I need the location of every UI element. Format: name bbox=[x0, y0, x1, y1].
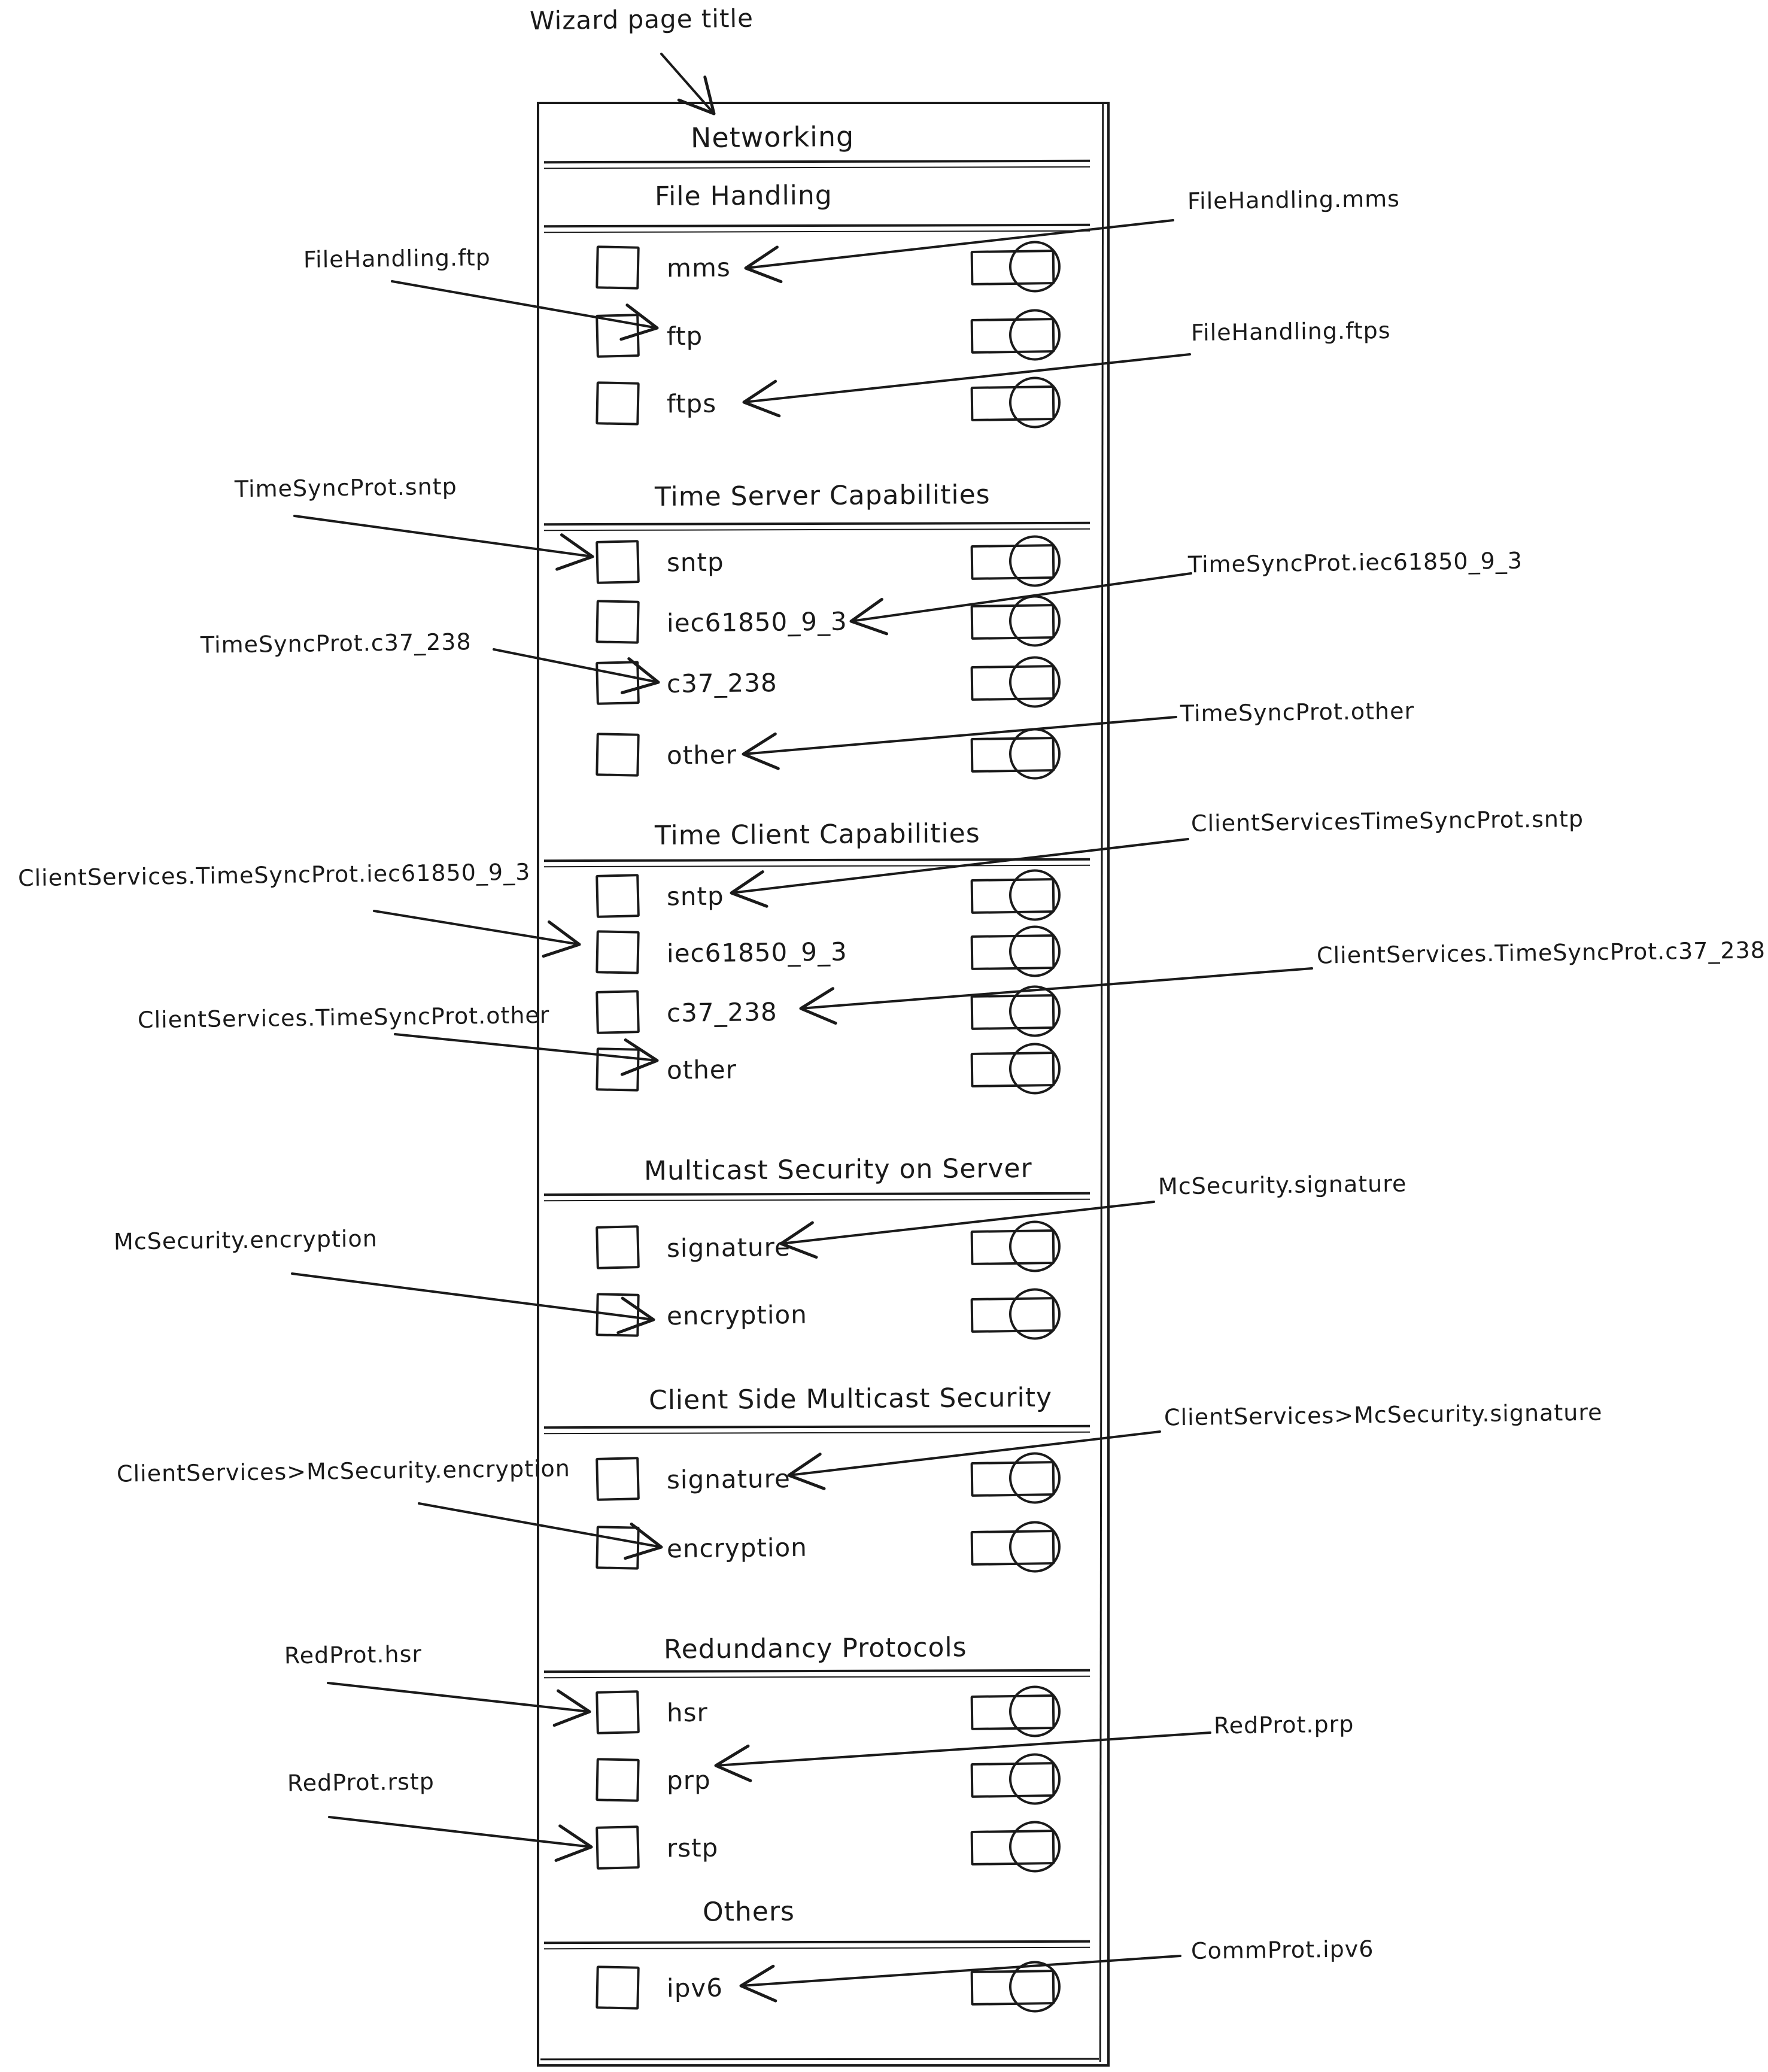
row-label-ftps: ftps bbox=[666, 388, 717, 418]
section-title-time-client: Time Client Capabilities bbox=[654, 818, 980, 851]
annotation-clientservices-other: ClientServices.TimeSyncProt.other bbox=[137, 1001, 550, 1034]
toggle-ms-signature[interactable] bbox=[971, 1229, 1055, 1265]
toggle-knob-icon bbox=[1008, 1961, 1061, 2013]
section-title-redundancy: Redundancy Protocols bbox=[663, 1632, 967, 1665]
toggle-ts-c37[interactable] bbox=[971, 665, 1055, 701]
annotation-cs-mcsecurity-encryption: ClientServices>McSecurity.encryption bbox=[116, 1455, 571, 1487]
toggle-knob-icon bbox=[1008, 1753, 1061, 1805]
annotation-mcsecurity-signature: McSecurity.signature bbox=[1158, 1170, 1407, 1200]
row-label-ms-signature: signature bbox=[666, 1232, 791, 1263]
annotation-timesyncprot-c37: TimeSyncProt.c37_238 bbox=[200, 628, 472, 658]
row-hsr bbox=[596, 1684, 1083, 1741]
section-title-client-multicast: Client Side Multicast Security bbox=[648, 1382, 1053, 1416]
row-cs-signature bbox=[596, 1450, 1083, 1508]
annotation-clientservices-c37: ClientServices.TimeSyncProt.c37_238 bbox=[1316, 937, 1766, 969]
annotation-commprot-ipv6: CommProt.ipv6 bbox=[1190, 1936, 1374, 1964]
row-label-prp: prp bbox=[666, 1765, 711, 1795]
row-label-ftp: ftp bbox=[666, 321, 703, 351]
checkbox-ftps[interactable] bbox=[596, 381, 639, 425]
row-label-cs-encryption: encryption bbox=[666, 1532, 808, 1563]
row-label-ipv6: ipv6 bbox=[666, 1973, 724, 2003]
divider-client-multicast bbox=[544, 1425, 1090, 1434]
row-label-tc-other: other bbox=[666, 1054, 737, 1085]
toggle-knob-icon bbox=[1008, 1821, 1061, 1873]
checkbox-tc-other[interactable] bbox=[596, 1047, 639, 1091]
row-label-ts-iec61850: iec61850_9_3 bbox=[666, 606, 847, 638]
divider-redundancy bbox=[544, 1669, 1090, 1678]
row-tc-sntp bbox=[596, 867, 1083, 925]
toggle-tc-other[interactable] bbox=[971, 1052, 1055, 1087]
checkbox-cs-encryption[interactable] bbox=[596, 1526, 639, 1569]
toggle-knob-icon bbox=[1008, 1288, 1061, 1340]
row-ts-sntp bbox=[596, 533, 1083, 591]
divider-time-server bbox=[544, 522, 1090, 531]
checkbox-hsr[interactable] bbox=[596, 1690, 640, 1734]
toggle-tc-sntp[interactable] bbox=[971, 878, 1055, 914]
toggle-ts-iec61850[interactable] bbox=[971, 604, 1055, 640]
row-label-tc-c37: c37_238 bbox=[666, 996, 777, 1028]
row-rstp bbox=[596, 1819, 1083, 1876]
toggle-rstp[interactable] bbox=[971, 1830, 1055, 1866]
row-ts-iec61850 bbox=[596, 593, 1083, 651]
row-label-ts-c37: c37_238 bbox=[666, 667, 777, 698]
row-ts-c37 bbox=[596, 654, 1083, 712]
checkbox-tc-sntp[interactable] bbox=[596, 874, 640, 918]
checkbox-ts-iec61850[interactable] bbox=[596, 600, 639, 643]
row-ms-encryption bbox=[596, 1286, 1083, 1344]
row-label-tc-sntp: sntp bbox=[666, 881, 724, 911]
toggle-ms-encryption[interactable] bbox=[971, 1297, 1055, 1333]
annotation-redprot-hsr: RedProt.hsr bbox=[284, 1640, 423, 1669]
checkbox-ftp[interactable] bbox=[596, 314, 640, 358]
toggle-knob-icon bbox=[1008, 241, 1061, 293]
section-title-multicast-server: Multicast Security on Server bbox=[643, 1153, 1032, 1187]
toggle-knob-icon bbox=[1008, 595, 1061, 647]
toggle-ftp[interactable] bbox=[971, 318, 1055, 354]
row-mms bbox=[596, 239, 1083, 296]
annotation-wizard-page-title: Wizard page title bbox=[529, 3, 754, 36]
checkbox-mms[interactable] bbox=[596, 245, 639, 289]
checkbox-tc-c37[interactable] bbox=[596, 990, 640, 1034]
annotation-mcsecurity-encryption: McSecurity.encryption bbox=[113, 1225, 378, 1255]
divider-file-handling bbox=[544, 224, 1090, 233]
divider-time-client bbox=[544, 858, 1090, 867]
row-tc-c37 bbox=[596, 983, 1083, 1041]
wizard-page-title: Networking bbox=[690, 120, 855, 154]
toggle-knob-icon bbox=[1008, 376, 1061, 429]
row-tc-other bbox=[596, 1041, 1083, 1098]
row-ms-signature bbox=[596, 1219, 1083, 1276]
checkbox-prp[interactable] bbox=[596, 1758, 639, 1801]
row-label-ms-encryption: encryption bbox=[666, 1299, 808, 1330]
row-label-hsr: hsr bbox=[666, 1697, 709, 1727]
toggle-knob-icon bbox=[1008, 1043, 1061, 1095]
toggle-knob-icon bbox=[1008, 309, 1061, 361]
annotation-clientservices-sntp: ClientServicesTimeSyncProt.sntp bbox=[1190, 805, 1584, 837]
row-label-tc-iec61850: iec61850_9_3 bbox=[666, 936, 847, 968]
wizard-panel bbox=[537, 102, 1110, 2067]
checkbox-ipv6[interactable] bbox=[596, 1965, 639, 2009]
toggle-cs-encryption[interactable] bbox=[971, 1530, 1055, 1566]
toggle-knob-icon bbox=[1008, 925, 1061, 977]
divider-networking bbox=[544, 160, 1090, 169]
annotation-timesyncprot-other: TimeSyncProt.other bbox=[1180, 697, 1415, 727]
row-label-ts-sntp: sntp bbox=[666, 547, 724, 577]
checkbox-tc-iec61850[interactable] bbox=[596, 930, 639, 974]
toggle-knob-icon bbox=[1008, 656, 1061, 708]
row-cs-encryption bbox=[596, 1519, 1083, 1576]
row-ftps bbox=[596, 375, 1083, 432]
row-tc-iec61850 bbox=[596, 923, 1083, 981]
divider-others bbox=[544, 1940, 1090, 1949]
checkbox-ms-encryption[interactable] bbox=[596, 1293, 639, 1336]
annotation-redprot-rstp: RedProt.rstp bbox=[287, 1768, 435, 1797]
checkbox-ts-sntp[interactable] bbox=[596, 540, 640, 584]
toggle-knob-icon bbox=[1008, 1452, 1061, 1504]
annotation-filehandling-mms: FileHandling.mms bbox=[1187, 185, 1401, 215]
checkbox-rstp[interactable] bbox=[596, 1825, 640, 1870]
toggle-knob-icon bbox=[1008, 1220, 1061, 1272]
row-prp bbox=[596, 1751, 1083, 1809]
checkbox-cs-signature[interactable] bbox=[596, 1457, 640, 1501]
toggle-knob-icon bbox=[1008, 985, 1061, 1037]
checkbox-ts-c37[interactable] bbox=[596, 661, 640, 705]
toggle-ipv6[interactable] bbox=[971, 1970, 1055, 2006]
toggle-cs-signature[interactable] bbox=[971, 1461, 1055, 1497]
row-ipv6 bbox=[596, 1959, 1083, 2016]
toggle-tc-iec61850[interactable] bbox=[971, 934, 1055, 970]
toggle-ts-other[interactable] bbox=[971, 737, 1055, 773]
row-ts-other bbox=[596, 726, 1083, 783]
annotation-redprot-prp: RedProt.prp bbox=[1213, 1711, 1354, 1739]
section-title-others: Others bbox=[702, 1896, 795, 1928]
toggle-knob-icon bbox=[1008, 869, 1061, 921]
row-ftp bbox=[596, 307, 1083, 364]
divider-multicast-server bbox=[544, 1192, 1090, 1201]
toggle-knob-icon bbox=[1008, 1521, 1061, 1573]
row-label-cs-signature: signature bbox=[666, 1463, 791, 1494]
toggle-knob-icon bbox=[1008, 728, 1061, 780]
toggle-mms[interactable] bbox=[971, 250, 1055, 285]
annotation-cs-mcsecurity-signature: ClientServices>McSecurity.signature bbox=[1164, 1399, 1603, 1431]
annotation-clientservices-iec: ClientServices.TimeSyncProt.iec61850_9_3 bbox=[17, 858, 531, 892]
annotation-timesyncprot-sntp: TimeSyncProt.sntp bbox=[234, 473, 458, 503]
annotation-filehandling-ftps: FileHandling.ftps bbox=[1190, 317, 1391, 347]
toggle-tc-c37[interactable] bbox=[971, 994, 1055, 1030]
row-label-ts-other: other bbox=[666, 739, 737, 770]
toggle-prp[interactable] bbox=[971, 1762, 1055, 1798]
checkbox-ts-other[interactable] bbox=[596, 733, 639, 776]
toggle-hsr[interactable] bbox=[971, 1694, 1055, 1730]
annotation-timesyncprot-iec: TimeSyncProt.iec61850_9_3 bbox=[1187, 547, 1523, 578]
section-title-time-server: Time Server Capabilities bbox=[654, 479, 991, 512]
toggle-knob-icon bbox=[1008, 535, 1061, 587]
toggle-knob-icon bbox=[1008, 1685, 1061, 1737]
row-label-mms: mms bbox=[666, 252, 731, 283]
toggle-ts-sntp[interactable] bbox=[971, 544, 1055, 580]
toggle-ftps[interactable] bbox=[971, 385, 1055, 421]
checkbox-ms-signature[interactable] bbox=[596, 1225, 640, 1269]
row-label-rstp: rstp bbox=[666, 1833, 719, 1863]
section-title-file-handling: File Handling bbox=[654, 180, 833, 212]
annotation-filehandling-ftp: FileHandling.ftp bbox=[303, 244, 491, 273]
